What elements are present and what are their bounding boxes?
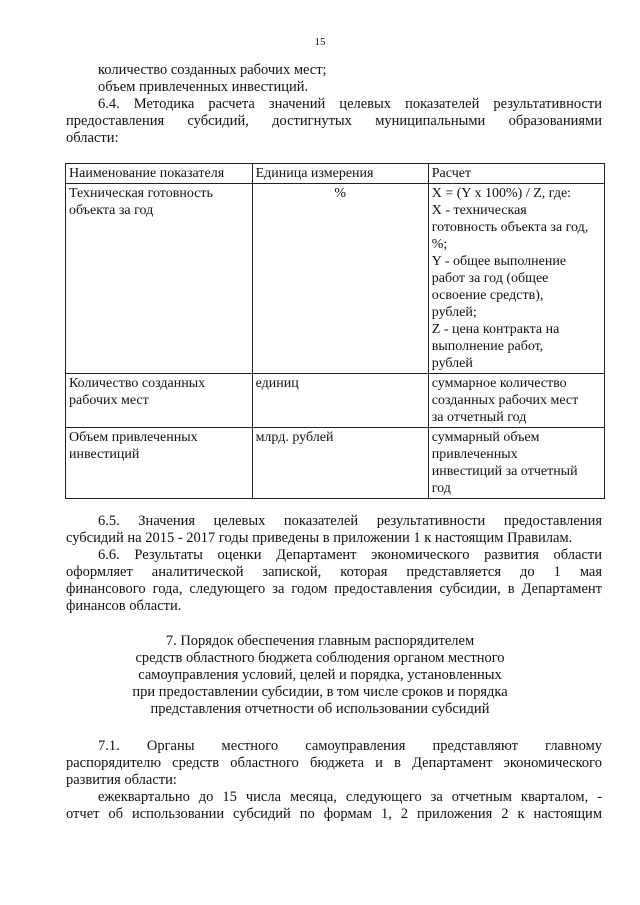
section-7-heading-line-3: самоуправления условий, целей и порядка, установленных [138,667,502,683]
indicators-table [65,163,605,499]
cell-text: Количество созданных [69,376,206,391]
cell-text: инвестиций за отчетный [431,464,578,479]
header-indicator-name: Наименование показателя [66,164,253,184]
cell-text: освоение средств), [431,288,544,303]
list-item-investments: объем привлеченных инвестиций. [98,79,309,95]
cell-text: созданных рабочих мест [431,393,579,408]
table-row [66,428,605,499]
para-7-1-line-2: распорядителю средств областного бюджета и в Департамент экономического [66,755,602,771]
cell-unit: единиц [252,374,428,428]
para-6-6-line-4: финансов области. [66,598,182,614]
para-quarterly-line-2: отчет об использовании субсидий по формам 1, 2 приложения 2 к настоящим [66,806,602,822]
cell-text: X = (Y x 100%) / Z, где: [431,186,572,201]
cell-text: рублей; [431,305,477,320]
section-7-heading-line-2: средств областного бюджета соблюдения органом местного [135,650,505,666]
cell-text: за отчетный год [431,410,527,425]
cell-text: рабочих мест [69,393,149,408]
page-number: 15 [314,36,326,48]
cell-text: объекта за год [69,203,154,218]
section-7-heading-line-5: представления отчетности об использовании субсидий [150,701,490,717]
cell-text: X - техническая [431,203,527,218]
cell-text: работ за год (общее [431,271,549,286]
cell-text: рублей [431,356,473,371]
cell-text: привлеченных [431,447,518,462]
para-6-4-line-1: 6.4. Методика расчета значений целевых показателей результативности [98,96,602,112]
cell-text: год [431,481,451,496]
cell-text: суммарный объем [431,430,540,445]
cell-text: Z - цена контракта на [431,322,560,337]
cell-calculation [428,184,604,374]
cell-unit: млрд. рублей [252,428,428,499]
para-6-5-line-1: 6.5. Значения целевых показателей результативности предоставления [98,513,602,529]
cell-text: выполнение работ, [431,339,544,354]
para-7-1-line-1: 7.1. Органы местного самоуправления представляют главному [98,738,602,754]
para-6-5-line-2: субсидий на 2015 - 2017 годы приведены в приложении 1 к настоящим Правилам. [66,530,573,546]
table-row [66,184,605,374]
cell-indicator-name [66,184,253,374]
cell-calculation [428,428,604,499]
header-calculation: Расчет [428,164,604,184]
para-6-6-line-2: оформляет аналитической запиской, которая представляется до 1 мая [66,564,602,580]
table-row [66,374,605,428]
cell-text: Y - общее выполнение [431,254,567,269]
cell-indicator-name [66,374,253,428]
header-unit: Единица измерения [252,164,428,184]
cell-indicator-name [66,428,253,499]
cell-calculation [428,374,604,428]
list-item-jobs: количество созданных рабочих мест; [98,62,327,78]
section-7-heading-line-4: при предоставлении субсидии, в том числе сроков и порядка [132,684,508,700]
para-6-4-line-3: области: [66,130,119,146]
cell-text: готовность объекта за год, [431,220,589,235]
section-7-heading-line-1: 7. Порядок обеспечения главным распорядителем [165,633,475,649]
para-6-6-line-1: 6.6. Результаты оценки Департамент экономического развития области [98,547,602,563]
para-6-6-line-3: финансового года, следующего за годом предоставления субсидии, в Департамент [66,581,602,597]
para-6-4-line-2: предоставления субсидий, достигнутых муниципальными образованиями [66,113,602,129]
para-7-1-line-3: развития области: [66,772,177,788]
cell-text: Объем привлеченных [69,430,198,445]
para-quarterly-line-1: ежеквартально до 15 числа месяца, следующего за отчетным кварталом, - [98,789,602,805]
cell-text: %; [431,237,448,252]
cell-text: инвестиций [69,447,140,462]
table-header-row [66,164,605,184]
cell-text: суммарное количество [431,376,567,391]
cell-text: Техническая готовность [69,186,213,201]
cell-unit: % [252,184,428,374]
